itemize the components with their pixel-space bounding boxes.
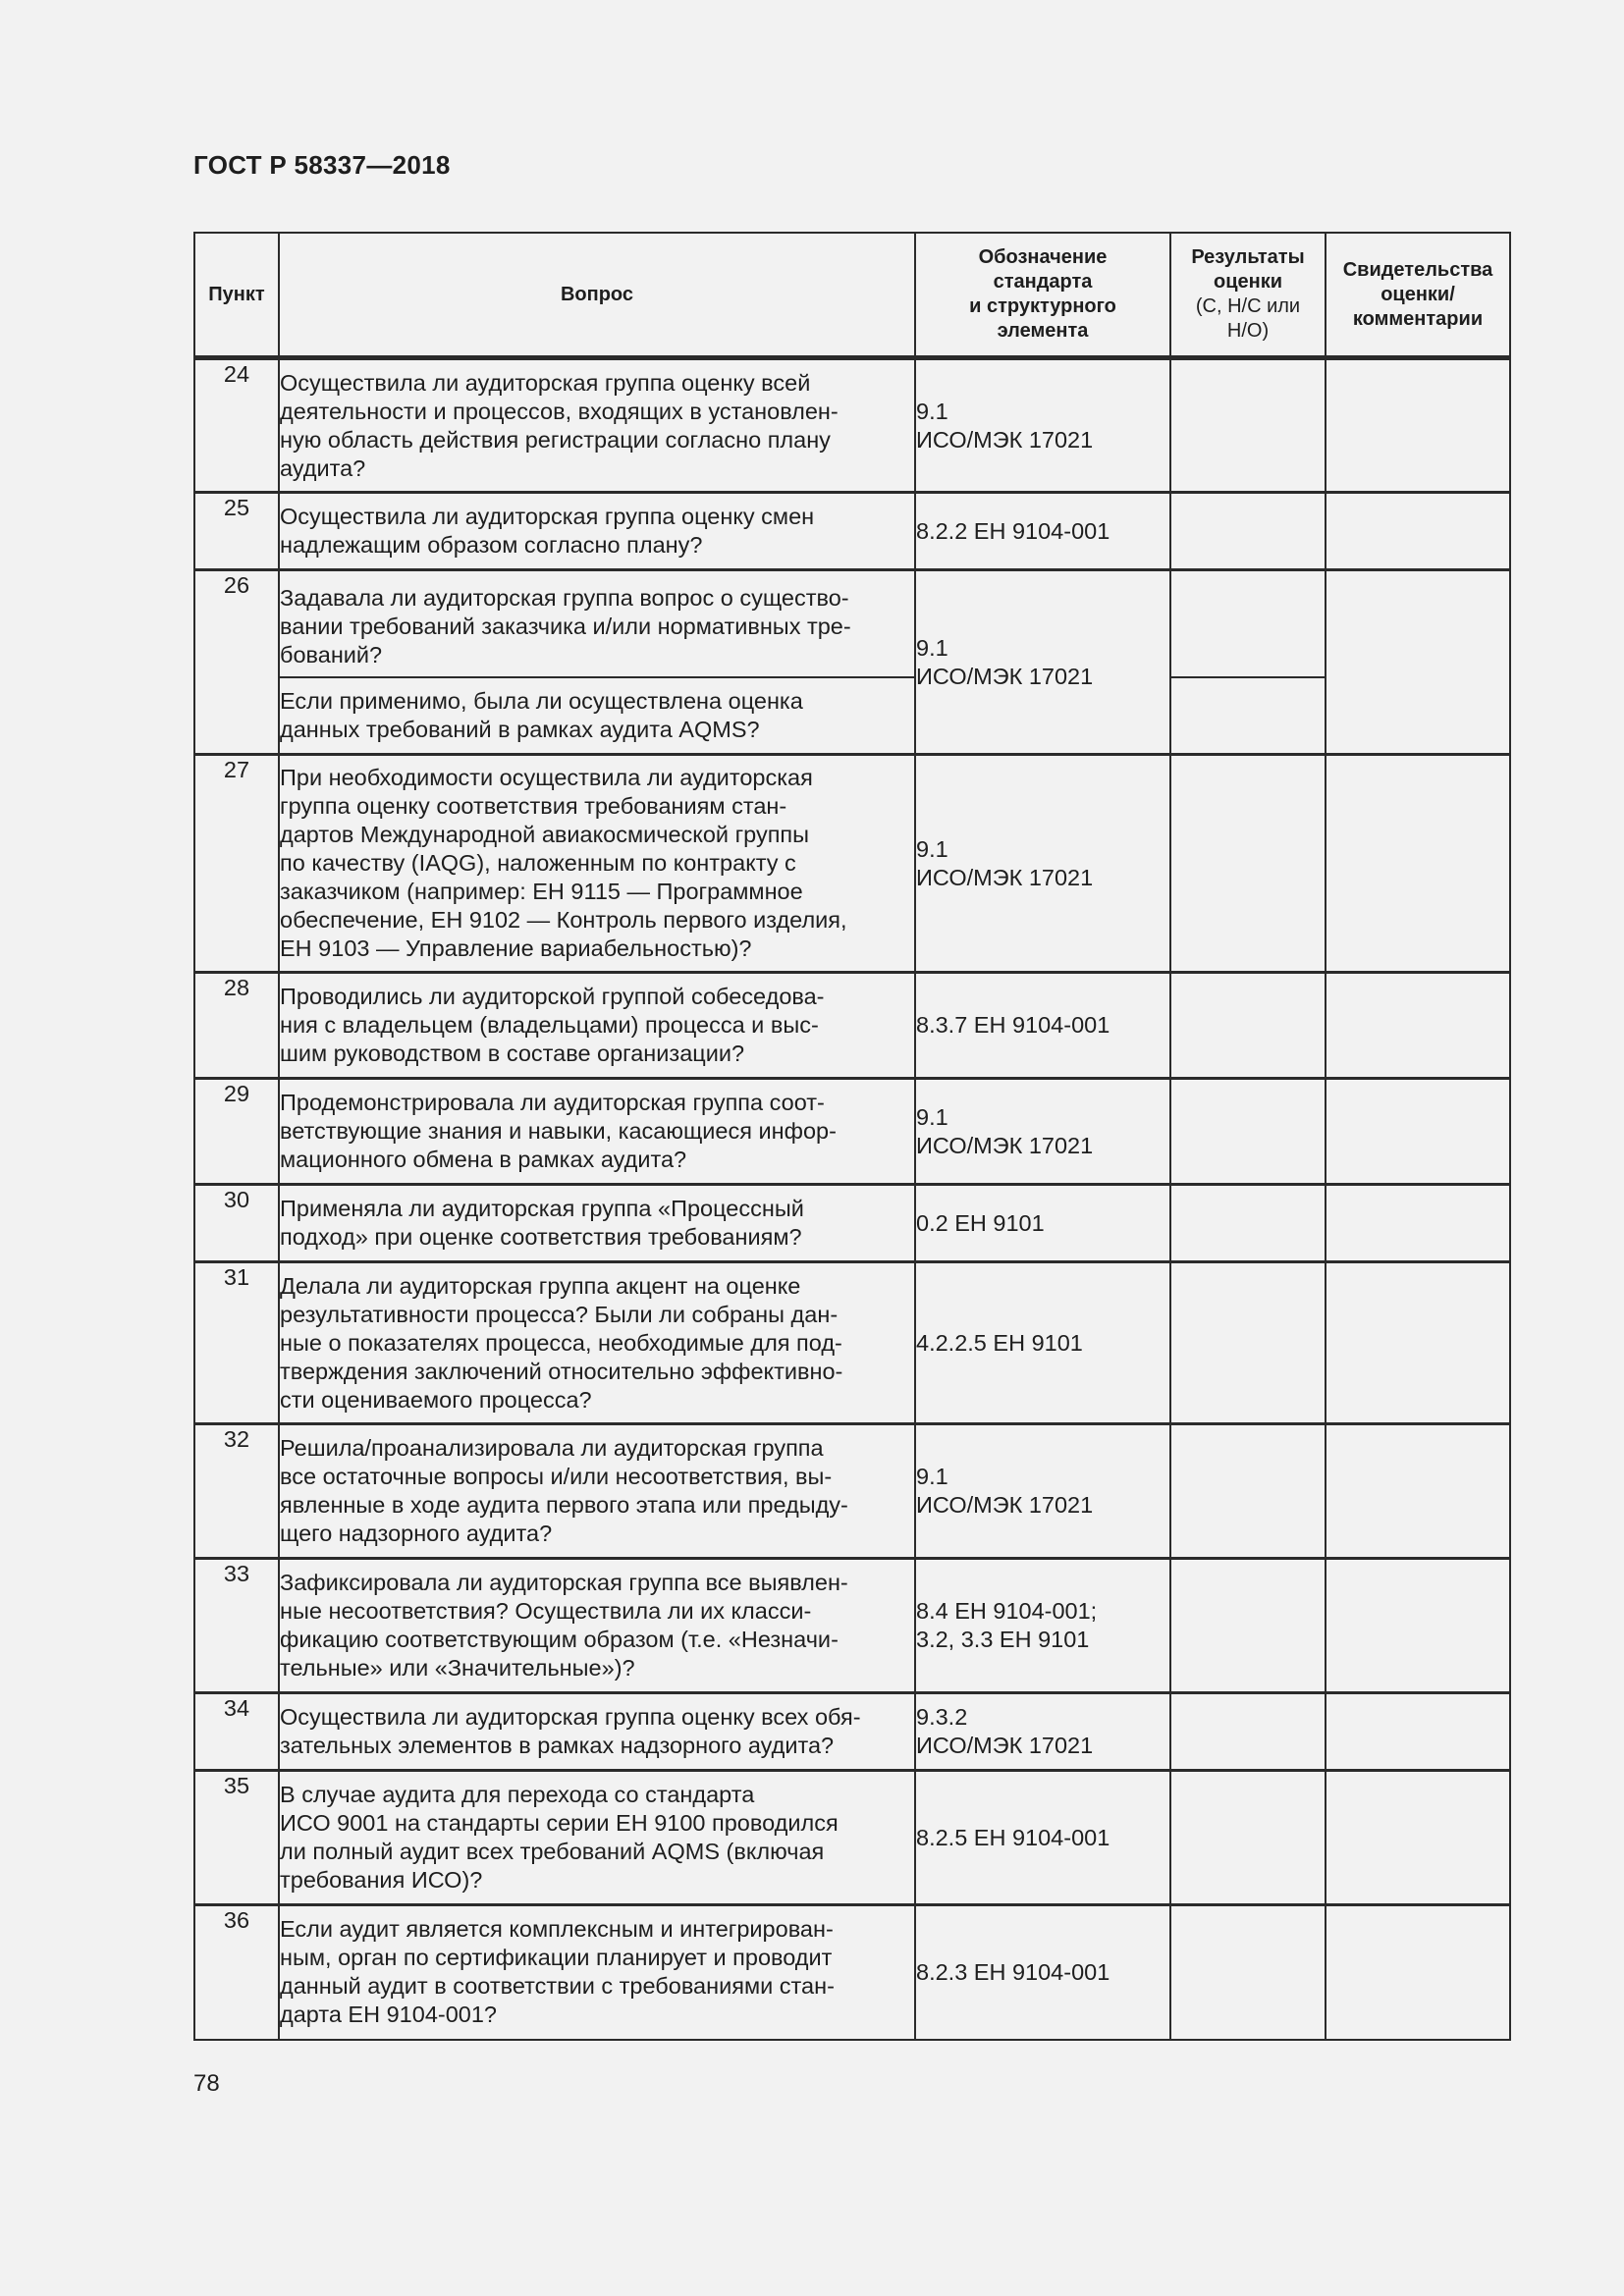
evidence-cell[interactable] bbox=[1326, 755, 1510, 973]
question-cell: Осуществила ли аудиторская группа оценку смен надлежащим образом согласно плану? bbox=[279, 493, 915, 570]
evidence-cell[interactable] bbox=[1326, 1905, 1510, 2040]
result-cell[interactable] bbox=[1170, 1693, 1326, 1771]
item-number: 29 bbox=[194, 1079, 279, 1185]
table-row bbox=[194, 1262, 1510, 1424]
column-header-standard: Обозначение стандарта и структурного элемента bbox=[915, 233, 1170, 358]
result-cell[interactable] bbox=[1170, 677, 1326, 755]
question-cell: Осуществила ли аудиторская группа оценку всех обя- зательных элементов в рамках надзорного аудита? bbox=[279, 1693, 915, 1771]
question-cell: В случае аудита для перехода со стандарта ИСО 9001 на стандарты серии ЕН 9100 проводился ли полный аудит всех требований AQMS (включая требования ИСО)? bbox=[279, 1771, 915, 1905]
item-number: 25 bbox=[194, 493, 279, 570]
table-row bbox=[194, 1905, 1510, 2040]
standard-reference: 8.2.3 ЕН 9104-001 bbox=[915, 1905, 1170, 2040]
item-number: 32 bbox=[194, 1424, 279, 1559]
question-cell: Задавала ли аудиторская группа вопрос о существо- вании требований заказчика и/или нормативных тре- бований? bbox=[279, 570, 915, 677]
item-number: 24 bbox=[194, 358, 279, 493]
result-cell[interactable] bbox=[1170, 570, 1326, 677]
question-cell: Осуществила ли аудиторская группа оценку всей деятельности и процессов, входящих в установлен- ную область действия регистрации согласно плану аудита? bbox=[279, 358, 915, 493]
table-row bbox=[194, 1771, 1510, 1905]
evidence-cell[interactable] bbox=[1326, 1079, 1510, 1185]
standard-reference: 9.1 ИСО/МЭК 17021 bbox=[915, 755, 1170, 973]
standard-reference: 8.2.5 ЕН 9104-001 bbox=[915, 1771, 1170, 1905]
standard-reference: 9.1 ИСО/МЭК 17021 bbox=[915, 358, 1170, 493]
result-cell[interactable] bbox=[1170, 973, 1326, 1079]
result-cell[interactable] bbox=[1170, 1905, 1326, 2040]
result-cell[interactable] bbox=[1170, 493, 1326, 570]
question-cell: Решила/проанализировала ли аудиторская группа все остаточные вопросы и/или несоответствия, вы- явленные в ходе аудита первого этапа или предыду- щего надзорного аудита? bbox=[279, 1424, 915, 1559]
result-cell[interactable] bbox=[1170, 1185, 1326, 1262]
item-number: 26 bbox=[194, 570, 279, 755]
standard-reference: 4.2.2.5 ЕН 9101 bbox=[915, 1262, 1170, 1424]
table-row bbox=[194, 677, 1510, 755]
column-header-item: Пункт bbox=[194, 233, 279, 358]
evidence-cell[interactable] bbox=[1326, 493, 1510, 570]
item-number: 36 bbox=[194, 1905, 279, 2040]
evidence-cell[interactable] bbox=[1326, 1262, 1510, 1424]
document-title: ГОСТ Р 58337—2018 bbox=[193, 150, 451, 180]
question-cell: Продемонстрировала ли аудиторская группа соот- ветствующие знания и навыки, касающиеся инфор- мационного обмена в рамках аудита? bbox=[279, 1079, 915, 1185]
evidence-cell[interactable] bbox=[1326, 358, 1510, 493]
column-header-evidence: Свидетельства оценки/ комментарии bbox=[1326, 233, 1510, 358]
result-cell[interactable] bbox=[1170, 358, 1326, 493]
question-cell: Если применимо, была ли осуществлена оценка данных требований в рамках аудита AQMS? bbox=[279, 677, 915, 755]
question-cell: Если аудит является комплексным и интегрирован- ным, орган по сертификации планирует и проводит данный аудит в соответствии с требованиями стан- дарта ЕН 9104-001? bbox=[279, 1905, 915, 2040]
table-row bbox=[194, 570, 1510, 677]
evidence-cell[interactable] bbox=[1326, 570, 1510, 755]
evidence-cell[interactable] bbox=[1326, 1424, 1510, 1559]
table-row bbox=[194, 1079, 1510, 1185]
item-number: 28 bbox=[194, 973, 279, 1079]
result-cell[interactable] bbox=[1170, 1559, 1326, 1693]
standard-reference: 9.1 ИСО/МЭК 17021 bbox=[915, 1079, 1170, 1185]
column-header-results: Результаты оценки (С, Н/С или Н/О) bbox=[1170, 233, 1326, 358]
table-row bbox=[194, 973, 1510, 1079]
question-cell: При необходимости осуществила ли аудиторская группа оценку соответствия требованиям стан- дартов Международной авиакосмической группы по качеству (IAQG), наложенным по контракту с заказчиком (например: ЕН 9115 — Программное обеспечение, ЕН 9102 — Контроль первого изделия, ЕН 9103 — Управление вариабельностью)? bbox=[279, 755, 915, 973]
item-number: 35 bbox=[194, 1771, 279, 1905]
standard-reference: 0.2 ЕН 9101 bbox=[915, 1185, 1170, 1262]
evidence-cell[interactable] bbox=[1326, 1693, 1510, 1771]
table-row bbox=[194, 1185, 1510, 1262]
result-cell[interactable] bbox=[1170, 1262, 1326, 1424]
table-header-row bbox=[194, 233, 1510, 358]
table-row bbox=[194, 1559, 1510, 1693]
evidence-cell[interactable] bbox=[1326, 1185, 1510, 1262]
result-cell[interactable] bbox=[1170, 1424, 1326, 1559]
question-cell: Применяла ли аудиторская группа «Процессный подход» при оценке соответствия требованиям? bbox=[279, 1185, 915, 1262]
table-row bbox=[194, 493, 1510, 570]
result-cell[interactable] bbox=[1170, 1079, 1326, 1185]
result-cell[interactable] bbox=[1170, 1771, 1326, 1905]
standard-reference: 9.1 ИСО/МЭК 17021 bbox=[915, 570, 1170, 755]
page-number: 78 bbox=[193, 2070, 220, 2097]
evidence-cell[interactable] bbox=[1326, 1559, 1510, 1693]
item-number: 31 bbox=[194, 1262, 279, 1424]
evidence-cell[interactable] bbox=[1326, 1771, 1510, 1905]
column-header-question: Вопрос bbox=[279, 233, 915, 358]
result-cell[interactable] bbox=[1170, 755, 1326, 973]
table-row bbox=[194, 358, 1510, 493]
question-cell: Делала ли аудиторская группа акцент на оценке результативности процесса? Были ли собраны дан- ные о показателях процесса, необходимые для под- тверждения заключений относительно эффективно- сти оцениваемого процесса? bbox=[279, 1262, 915, 1424]
table-row bbox=[194, 1693, 1510, 1771]
standard-reference: 8.3.7 ЕН 9104-001 bbox=[915, 973, 1170, 1079]
table-row bbox=[194, 1424, 1510, 1559]
item-number: 34 bbox=[194, 1693, 279, 1771]
item-number: 30 bbox=[194, 1185, 279, 1262]
table-row bbox=[194, 755, 1510, 973]
standard-reference: 8.2.2 ЕН 9104-001 bbox=[915, 493, 1170, 570]
item-number: 27 bbox=[194, 755, 279, 973]
question-cell: Зафиксировала ли аудиторская группа все выявлен- ные несоответствия? Осуществила ли их класси- фикацию соответствующим образом (т.е. «Незначи- тельные» или «Значительные»)? bbox=[279, 1559, 915, 1693]
evidence-cell[interactable] bbox=[1326, 973, 1510, 1079]
standard-reference: 8.4 ЕН 9104-001; 3.2, 3.3 ЕН 9101 bbox=[915, 1559, 1170, 1693]
audit-checklist-table bbox=[193, 232, 1511, 2041]
standard-reference: 9.3.2 ИСО/МЭК 17021 bbox=[915, 1693, 1170, 1771]
item-number: 33 bbox=[194, 1559, 279, 1693]
question-cell: Проводились ли аудиторской группой собеседова- ния с владельцем (владельцами) процесса и выс- шим руководством в составе организации? bbox=[279, 973, 915, 1079]
standard-reference: 9.1 ИСО/МЭК 17021 bbox=[915, 1424, 1170, 1559]
